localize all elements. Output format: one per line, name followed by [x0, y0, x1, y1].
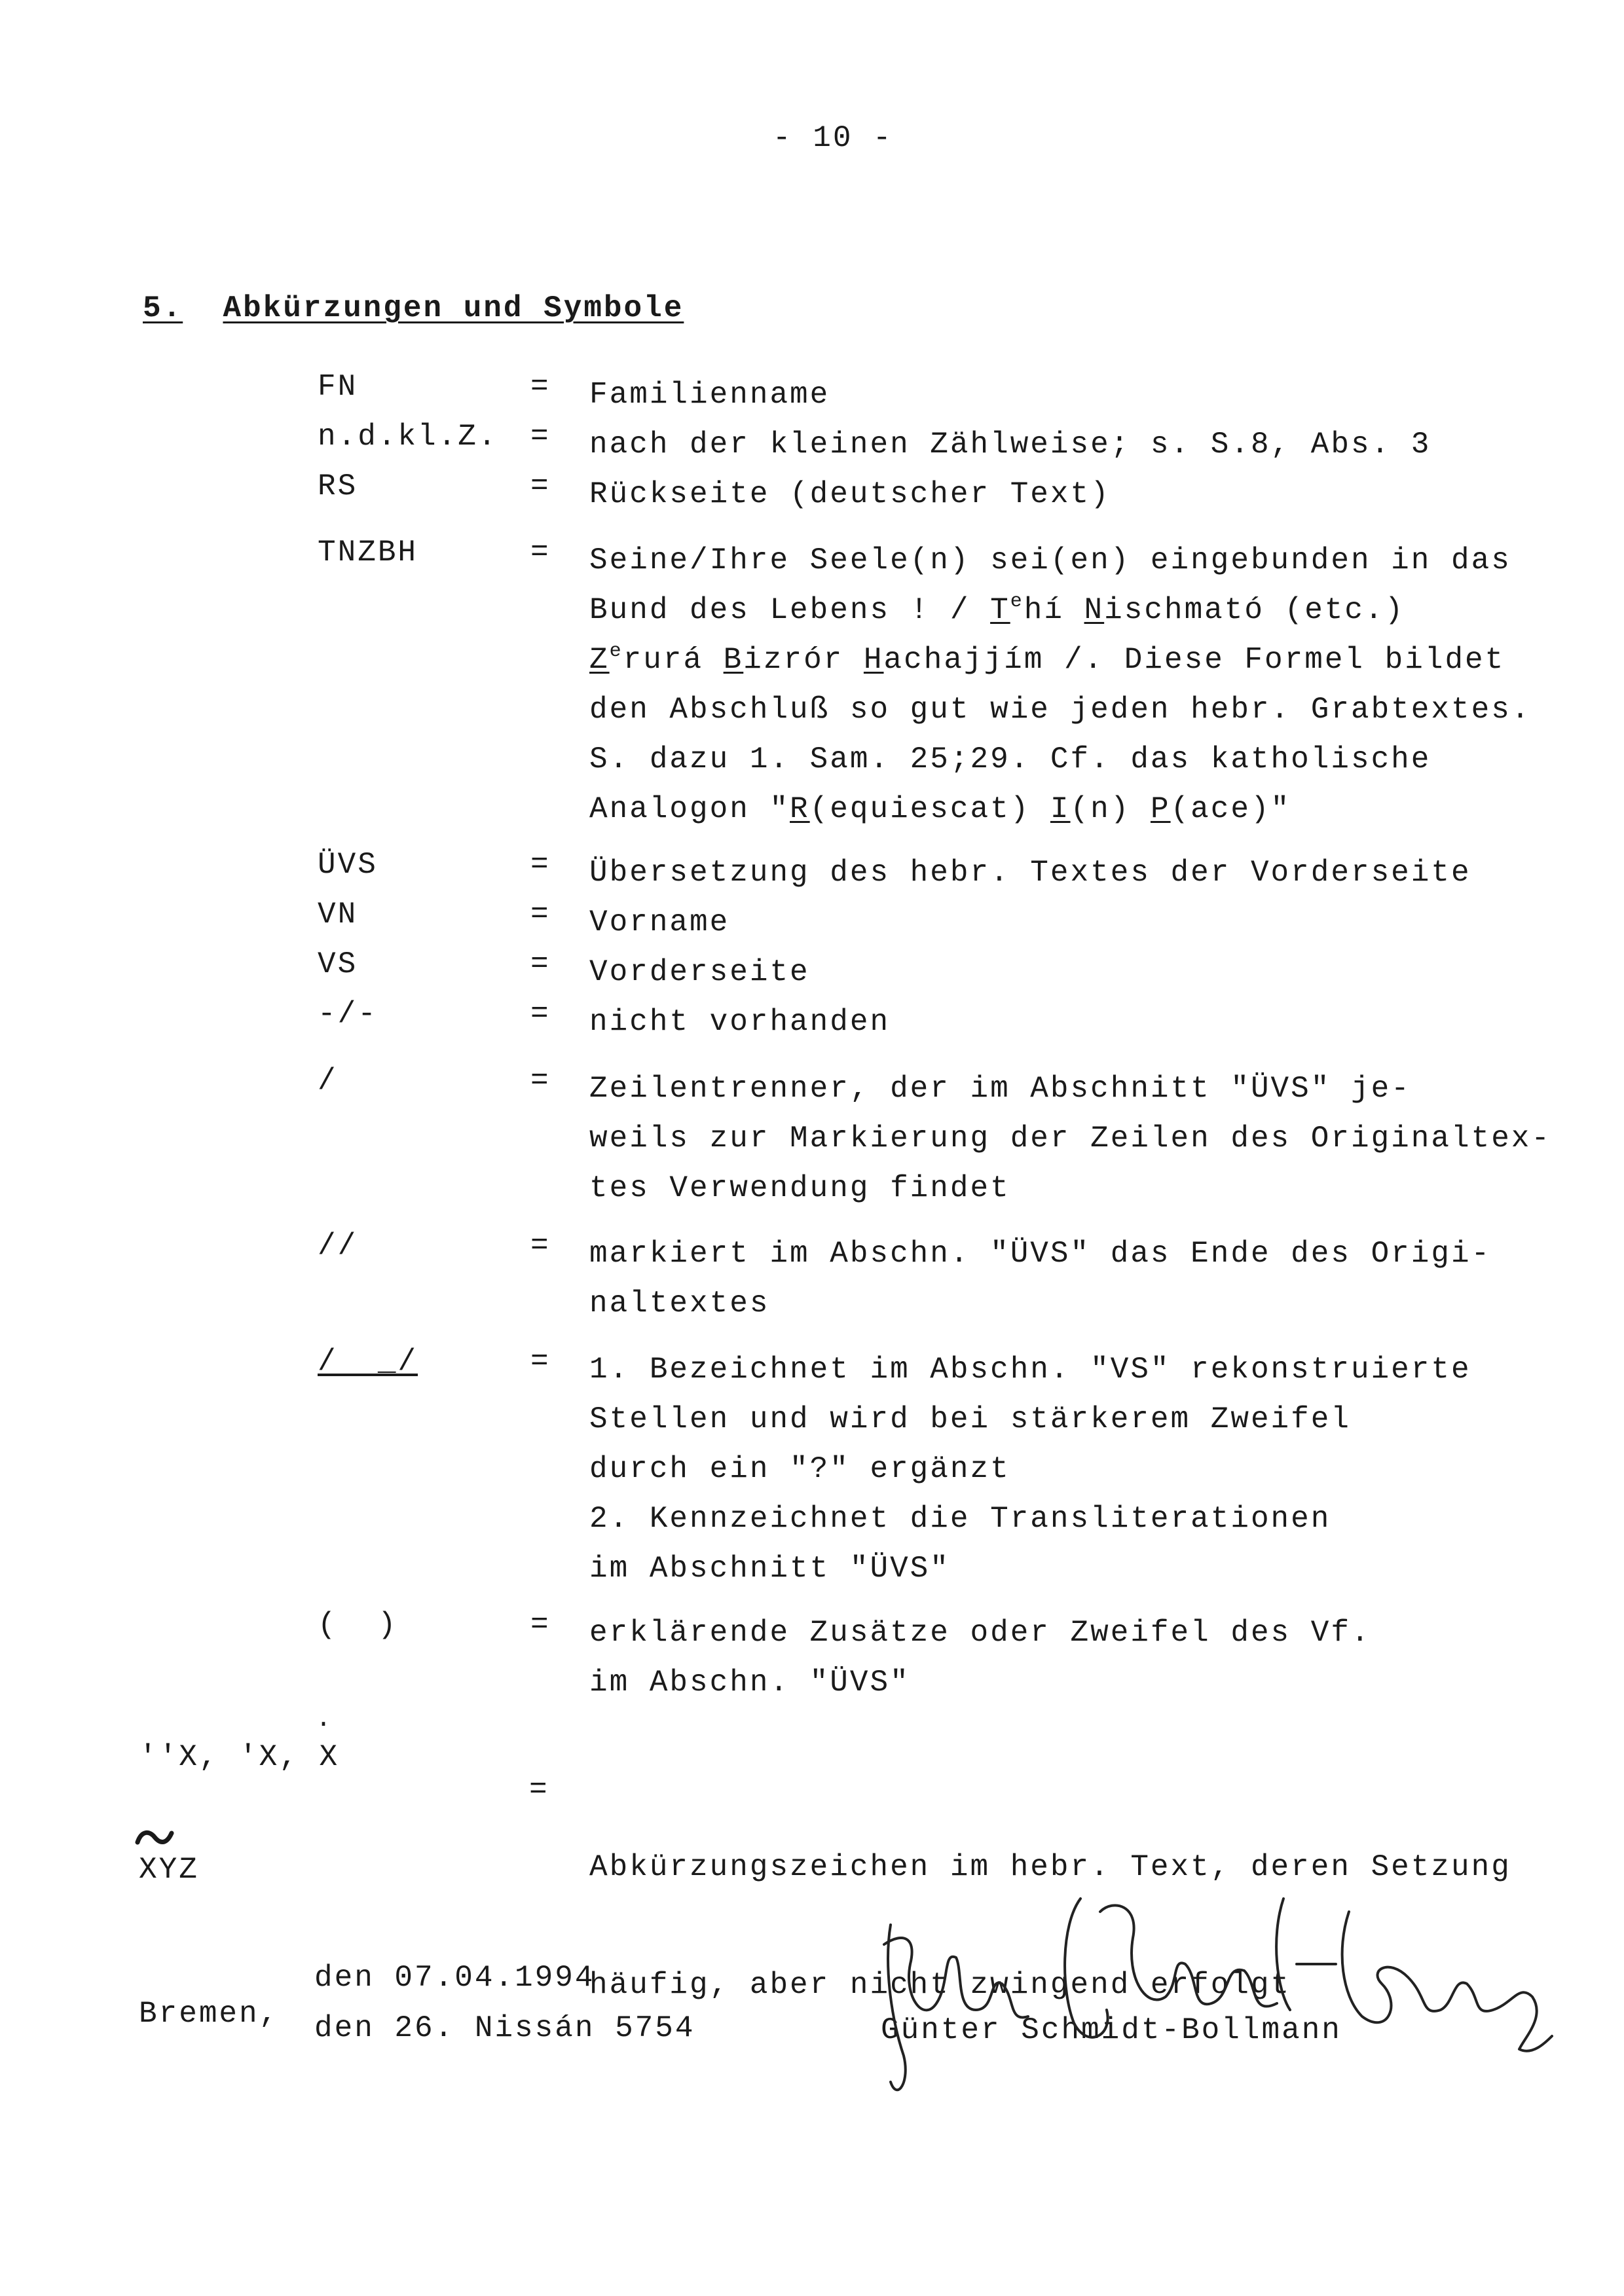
definition-line: Vorderseite — [589, 955, 810, 989]
abbr-term: n.d.kl.Z. — [318, 420, 498, 454]
definition-line: S. dazu 1. Sam. 25;29. Cf. das katholische — [589, 742, 1431, 776]
equals-sign: = — [530, 997, 551, 1031]
abbr-term: FN — [318, 370, 358, 404]
definition-line — [589, 585, 1572, 635]
equals-sign: = — [530, 370, 551, 404]
underlined-letter: N — [1084, 593, 1105, 627]
abbr-term: VN — [318, 898, 358, 932]
equals-sign: = — [530, 1608, 551, 1642]
definition-line: durch ein "?" ergänzt — [589, 1452, 1010, 1486]
definition-line: Seine/Ihre Seele(n) sei(en) eingebunden in das — [589, 543, 1511, 577]
handwritten-signature-icon — [864, 1886, 1559, 2108]
abbr-definition — [589, 1345, 1572, 1594]
hebrew-abbr-marks: ''X, 'X, X — [139, 1740, 340, 1774]
abbr-term: RS — [318, 469, 358, 503]
xyz-label: XYZ — [139, 1853, 199, 1887]
abbr-definition — [589, 1229, 1572, 1328]
text-run: (equiescat) — [809, 792, 1050, 826]
abbr-definition — [589, 420, 1572, 469]
definition-line: weils zur Markierung der Zeilen des Originaltex- — [589, 1121, 1552, 1156]
definition-line: den Abschluß so gut wie jeden hebr. Grabtextes. — [589, 693, 1532, 727]
underlined-letter: I — [1050, 792, 1071, 826]
abbr-definition — [589, 1064, 1572, 1213]
equals-sign: = — [530, 898, 551, 932]
section-number: 5. — [143, 291, 183, 325]
definition-line: markiert im Abschn. "ÜVS" das Ende des Origi- — [589, 1237, 1492, 1271]
underlined-letter: H — [863, 643, 884, 677]
text-run: hí — [1024, 593, 1084, 627]
abbr-term: // — [318, 1229, 358, 1263]
abbr-term: / — [318, 1064, 338, 1098]
abbr-term: ÜVS — [318, 848, 378, 882]
abbr-definition — [589, 536, 1572, 834]
definition-line: im Abschn. "ÜVS" — [589, 1666, 910, 1700]
abbr-term: TNZBH — [318, 536, 418, 570]
underlined-letter: T — [990, 593, 1010, 627]
definition-line: häufig, aber nicht zwingend erfolgt — [589, 1968, 1291, 2002]
equals-sign: = — [530, 536, 551, 570]
section-heading — [143, 291, 684, 325]
definition-line: Übersetzung des hebr. Textes der Vorderseite — [589, 856, 1471, 890]
abbr-definition — [589, 898, 1572, 947]
dot-above-mark: · — [316, 1710, 334, 1740]
definition-line: nicht vorhanden — [589, 1005, 891, 1039]
underlined-letter: Z — [589, 643, 610, 677]
definition-line: nach der kleinen Zählweise; s. S.8, Abs. 3 — [589, 428, 1431, 462]
abbr-definition — [589, 947, 1572, 997]
equals-sign: = — [530, 848, 551, 882]
definition-line: 1. Bezeichnet im Abschn. "VS" rekonstruierte — [589, 1353, 1471, 1387]
abbr-term: -/- — [318, 997, 378, 1031]
signer-name: Günter Schmidt-Bollmann — [881, 2013, 1342, 2047]
gregorian-date: den 07.04.1994 — [314, 1961, 595, 1995]
definition-line: im Abschnitt "ÜVS" — [589, 1552, 950, 1586]
underlined-letter: R — [790, 792, 810, 826]
abbr-term: ( ) — [318, 1608, 398, 1642]
definition-line: Familienname — [589, 378, 830, 412]
text-run: rurá — [623, 643, 724, 677]
abbr-term: VS — [318, 947, 358, 981]
definition-line: tes Verwendung findet — [589, 1171, 1010, 1205]
definition-line: 2. Kennzeichnet die Transliterationen — [589, 1502, 1331, 1536]
text-run: achajjím /. Diese Formel bildet — [883, 643, 1505, 677]
text-run: ischmató (etc.) — [1104, 593, 1405, 627]
definition-line — [589, 784, 1572, 834]
underlined-letter: P — [1150, 792, 1171, 826]
equals-sign: = — [530, 1345, 551, 1379]
equals-sign: = — [530, 1064, 551, 1098]
abbr-definition — [589, 848, 1572, 898]
abbr-definition — [589, 1608, 1572, 1707]
text-run: izrór — [743, 643, 864, 677]
underlined-letter: B — [723, 643, 744, 677]
page-number: - 10 - — [773, 121, 893, 155]
definition-line: Vorname — [589, 905, 730, 939]
definition-line: naltextes — [589, 1286, 770, 1321]
definition-line — [589, 635, 1572, 685]
definition-line: Abkürzungszeichen im hebr. Text, deren Setzung — [589, 1850, 1511, 1884]
definition-line: erklärende Zusätze oder Zweifel des Vf. — [589, 1616, 1371, 1650]
equals-sign: = — [530, 1229, 551, 1263]
hebrew-date: den 26. Nissán 5754 — [314, 2011, 695, 2045]
equals-sign: = — [529, 1773, 549, 1807]
tilde-sign-icon — [135, 1827, 174, 1849]
abbr-definition — [589, 370, 1572, 420]
definition-line: Stellen und wird bei stärkerem Zweifel — [589, 1402, 1351, 1436]
abbr-definition — [589, 469, 1572, 519]
definition-line: Zeilentrenner, der im Abschnitt "ÜVS" je- — [589, 1072, 1411, 1106]
superscript-letter: e — [609, 640, 623, 663]
superscript-letter: e — [1010, 591, 1024, 613]
equals-sign: = — [530, 469, 551, 503]
abbr-definition — [589, 997, 1572, 1047]
place-label: Bremen, — [139, 1997, 280, 2031]
text-run: (n) — [1070, 792, 1151, 826]
equals-sign: = — [530, 420, 551, 454]
definition-line: Rückseite (deutscher Text) — [589, 477, 1111, 511]
section-title: Abkürzungen und Symbole — [223, 291, 684, 325]
abbr-term: / _/ — [318, 1345, 418, 1379]
text-run: Analogon " — [589, 792, 790, 826]
text-run: (ace)" — [1170, 792, 1291, 826]
equals-sign: = — [530, 947, 551, 981]
text-run: Bund des Lebens ! / — [589, 593, 991, 627]
